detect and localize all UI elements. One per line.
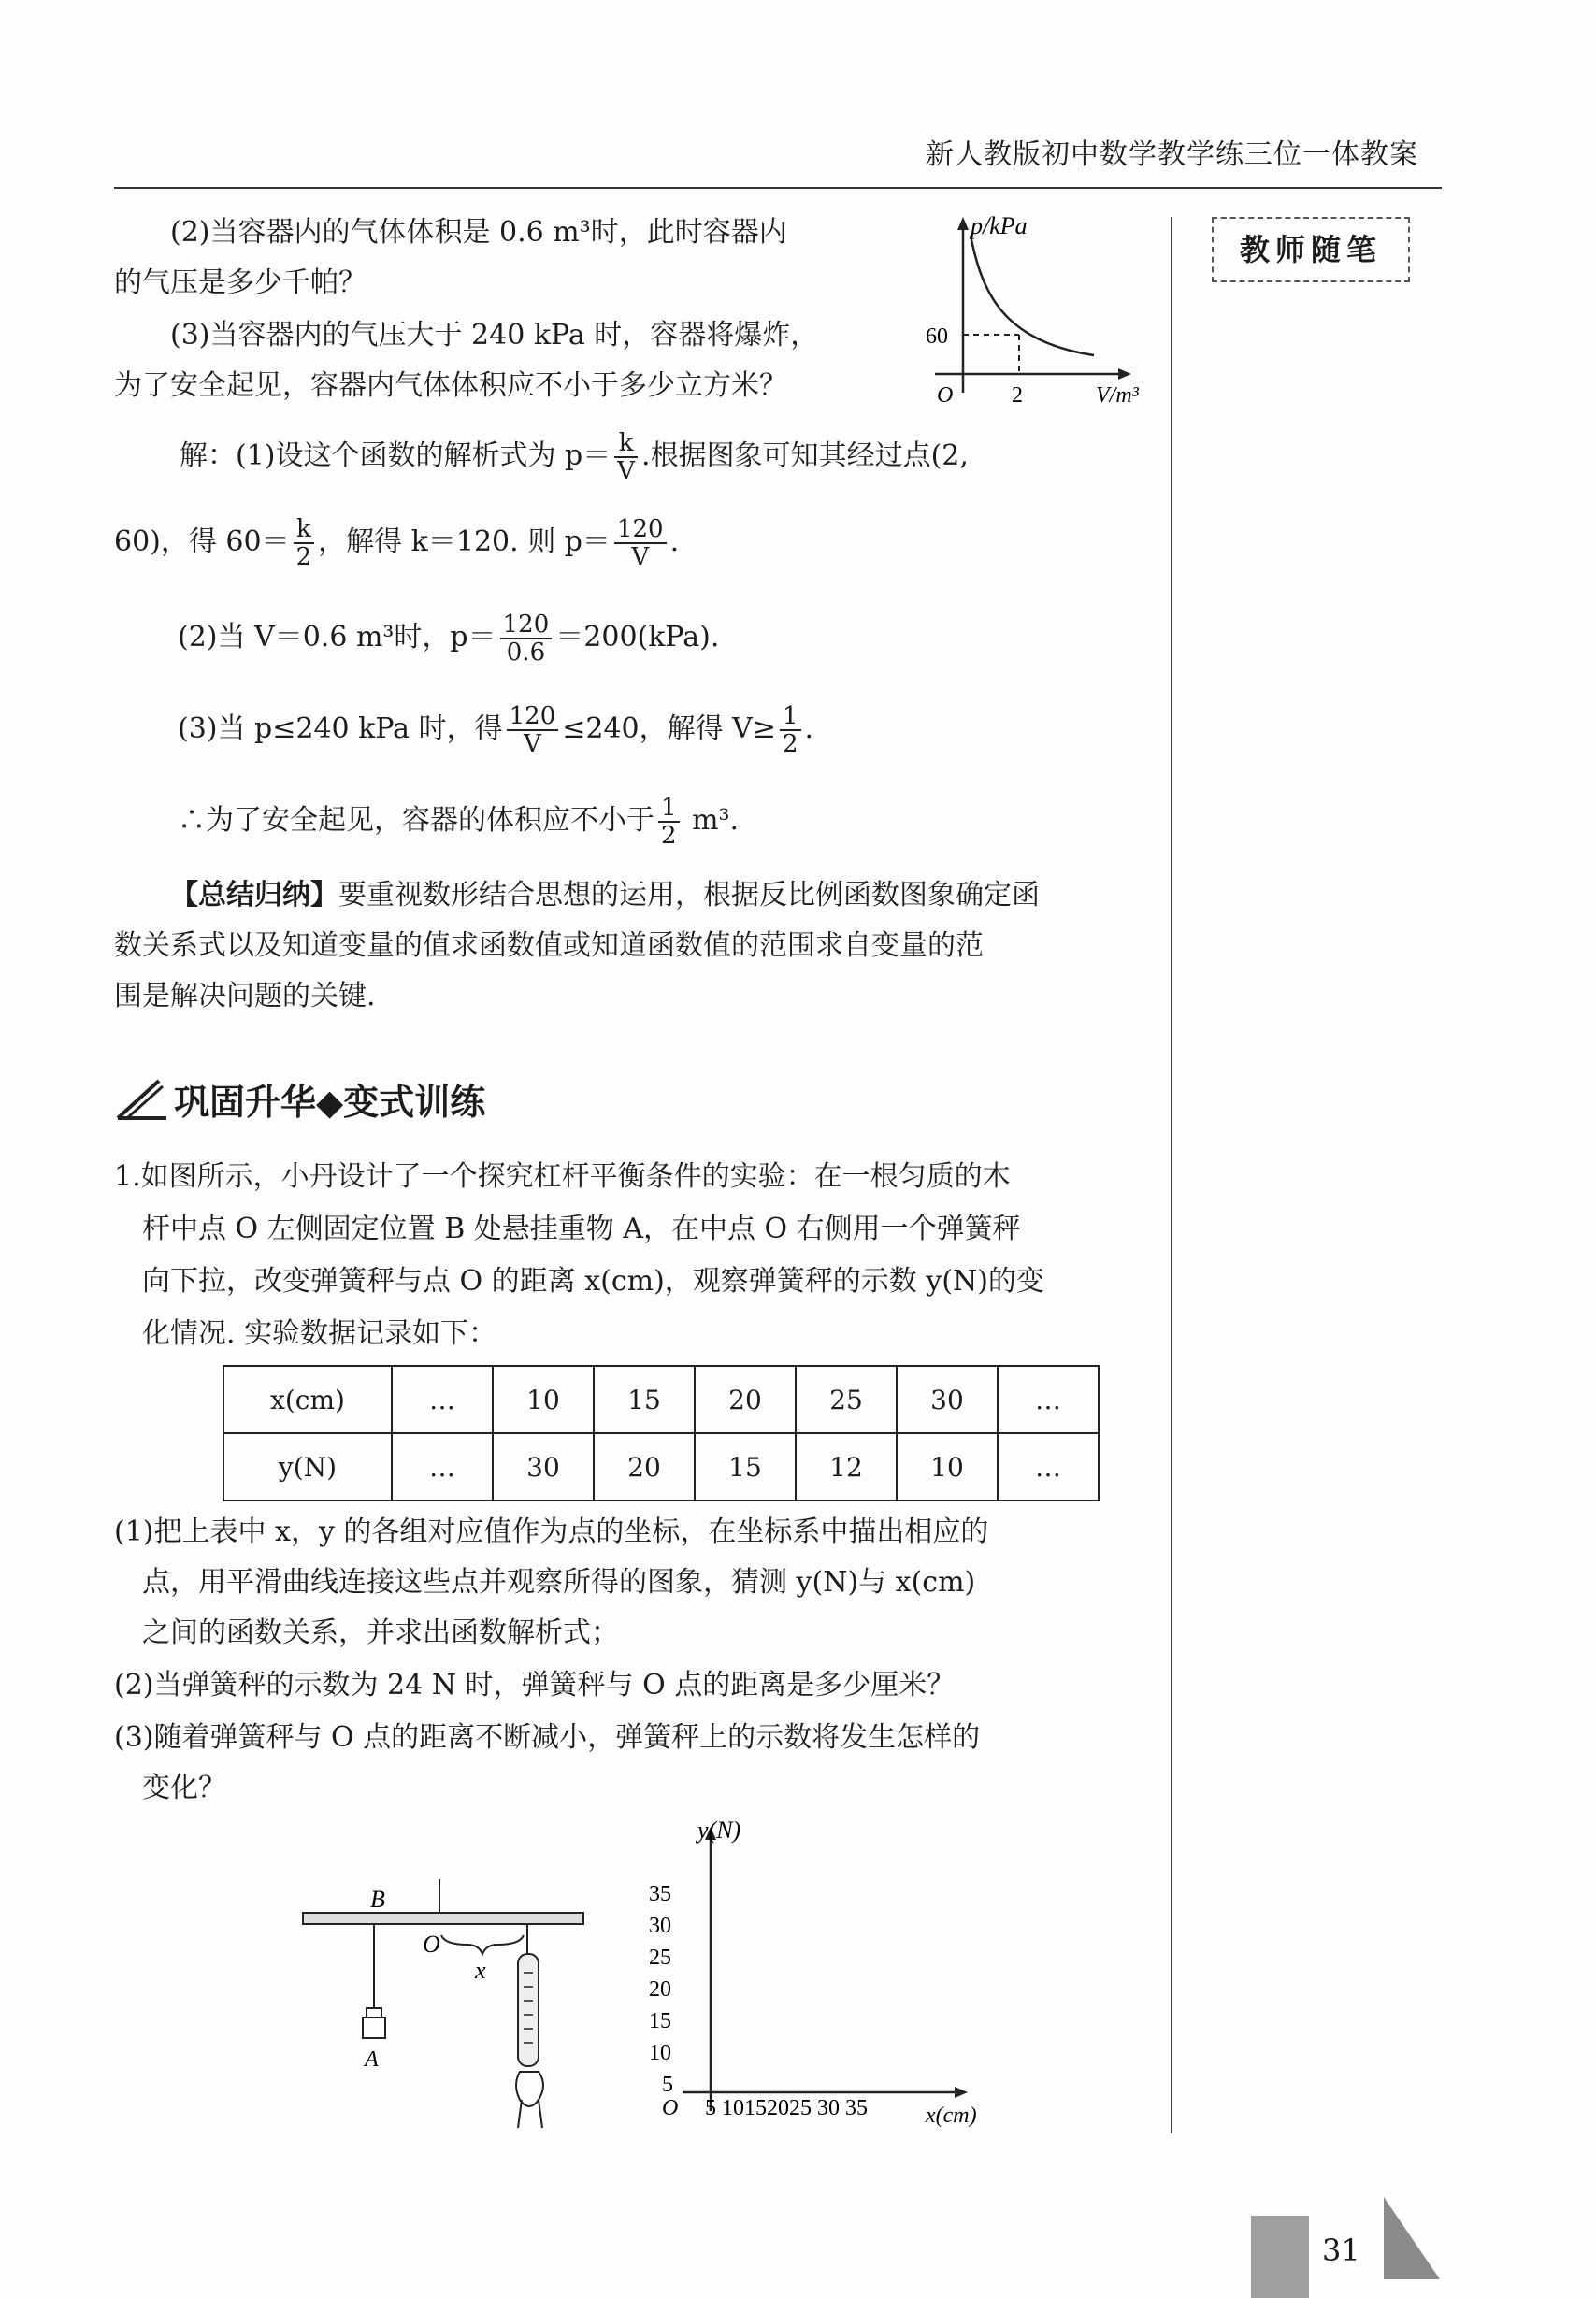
question3-line1: (3)随着弹簧秤与 O 点的距离不断减小，弹簧秤上的示数将发生怎样的 (114, 1721, 981, 1754)
exercise-line2: 杆中点 O 左侧固定位置 B 处悬挂重物 A，在中点 O 右侧用一个弹簧秤 (142, 1213, 1021, 1245)
teacher-notes-box: 教师随笔 (1212, 217, 1410, 282)
table-cell: … (998, 1366, 1099, 1433)
table-cell: x(cm) (223, 1366, 392, 1433)
fraction: $\frac{120}{V}$ (507, 703, 559, 757)
summary-text-1: 要重视数形结合思想的运用，根据反比例函数图象确定函 (338, 879, 1040, 912)
page-number: 31 (1322, 2233, 1360, 2268)
label-b: B (370, 1886, 385, 1913)
solution-line4: (3)当 p≤240 kPa 时，得 $\frac{120}{V}$ ≤240，解得 V≥ $\frac{1}{2}$ . (178, 702, 814, 758)
table-cell: 15 (695, 1433, 796, 1501)
table-cell: y(N) (223, 1433, 392, 1501)
graph1-x-arrow (1118, 368, 1131, 380)
label-o: O (423, 1931, 440, 1958)
solution-line1 (114, 430, 1152, 484)
summary-tag: 【总结归纳】 (170, 879, 338, 912)
table-row (223, 1366, 1099, 1433)
data-table (223, 1365, 1100, 1501)
weight-a (363, 2018, 385, 2038)
table-cell: … (998, 1433, 1099, 1501)
fraction: $\frac{1}{2}$ (658, 795, 680, 849)
problem-q2-line2: 的气压是多少千帕？ (114, 266, 367, 299)
graph2-ytick: 5 (662, 2073, 673, 2097)
weight-hook (367, 2008, 381, 2018)
table-cell: 15 (594, 1366, 695, 1433)
table-cell: … (392, 1366, 493, 1433)
summary-line2: 数关系式以及知道变量的值求函数值或知道函数值的范围求自变量的范 (114, 929, 984, 962)
graph2-x-label: x(cm) (926, 2104, 977, 2128)
fraction: $\frac{1}{2}$ (780, 703, 801, 757)
graph1-tick-2: 2 (1012, 383, 1023, 408)
graph1-x-label: V/m³ (1096, 383, 1139, 408)
graph1-y-label: p/kPa (971, 212, 1028, 239)
table-cell: 20 (594, 1433, 695, 1501)
table-cell: 25 (796, 1366, 897, 1433)
header-divider (114, 187, 1442, 189)
spring-scale (518, 1954, 539, 2066)
graph2-ytick: 35 (649, 1882, 671, 1906)
question3-line2: 变化？ (142, 1772, 226, 1804)
graph2-ytick: 20 (649, 1977, 671, 2002)
graph2-origin: O (662, 2096, 679, 2120)
solution-l1-text-a: 解：(1)设这个函数的解析式为 p＝ (180, 439, 611, 472)
coordinate-system (636, 1814, 1028, 2132)
table-cell: 20 (695, 1366, 796, 1433)
graph2-ytick: 30 (649, 1914, 671, 1938)
distance-brace (441, 1935, 524, 1954)
solution-l5-text-a: ∴为了安全起见，容器的体积应不小于 (178, 804, 654, 837)
question1-line3: 之间的函数关系，并求出函数解析式； (142, 1616, 619, 1649)
solution-l2-text-b: ，解得 k＝120. 则 p＝ (318, 525, 611, 558)
problem-q3-line1: (3)当容器内的气压大于 240 kPa 时，容器将爆炸， (170, 319, 819, 352)
section-title: 巩固升华◆变式训练 (174, 1082, 486, 1123)
exercise-line1: 1.如图所示，小丹设计了一个探究杠杆平衡条件的实验：在一根匀质的木 (114, 1160, 1011, 1193)
solution-l4-text-b: ≤240，解得 V≥ (562, 712, 776, 745)
fraction: $\frac{k}{2}$ (294, 516, 315, 570)
table-cell: 30 (897, 1366, 998, 1433)
graph2-ytick: 10 (649, 2041, 671, 2065)
question1-line2: 点，用平滑曲线连接这些点并观察所得的图象，猜测 y(N)与 x(cm) (142, 1566, 976, 1599)
fraction: $\frac{k}{V}$ (614, 430, 638, 484)
table-cell: 30 (493, 1433, 594, 1501)
graph2-ytick: 25 (649, 1946, 671, 1970)
solution-line2: 60)，得 60＝ $\frac{k}{2}$ ，解得 k＝120. 则 p＝ $\frac{120}{V}$ . (114, 515, 680, 571)
solution-line5 (114, 795, 1152, 849)
pencil-icon (114, 1077, 168, 1122)
graph1-curve (971, 236, 1094, 355)
question1-line1: (1)把上表中 x，y 的各组对应值作为点的坐标，在坐标系中描出相应的 (114, 1515, 989, 1548)
page-tab-bar (1251, 2216, 1309, 2298)
table-row (223, 1433, 1099, 1501)
fraction: $\frac{120}{0.6}$ (500, 611, 553, 666)
label-a: A (365, 2047, 379, 2072)
table-cell: 10 (493, 1366, 594, 1433)
corner-triangle-icon (1384, 2197, 1440, 2279)
solution-line3 (114, 611, 1152, 666)
table-cell: 12 (796, 1433, 897, 1501)
solution-l4-text-a: (3)当 p≤240 kPa 时，得 (178, 712, 503, 745)
solution-l5-text-b: m³. (683, 804, 740, 837)
lever-rod (303, 1913, 583, 1924)
problem-q2-line1: (2)当容器内的气体体积是 0.6 m³时，此时容器内 (170, 216, 787, 249)
question2: (2)当弹簧秤的示数为 24 N 时，弹簧秤与 O 点的距离是多少厘米？ (114, 1669, 956, 1702)
lever-diagram (280, 1851, 636, 2132)
solution-l3-text-b: ＝200(kPa). (555, 621, 720, 653)
table-cell: … (392, 1433, 493, 1501)
graph2-x-arrow (955, 2087, 968, 2098)
graph2-ytick: 15 (649, 2009, 671, 2033)
solution-l3-text-a: (2)当 V＝0.6 m³时，p＝ (178, 621, 496, 653)
solution-l1-text-b: .根据图象可知其经过点(2, (641, 439, 969, 472)
graph1-origin: O (937, 383, 954, 408)
fraction: $\frac{120}{V}$ (614, 516, 667, 570)
pressure-volume-graph (898, 206, 1169, 421)
solution-l2-text-a: 60)，得 60＝ (114, 525, 290, 558)
exercise-line3: 向下拉，改变弹簧秤与点 O 的距离 x(cm)，观察弹簧秤的示数 y(N)的变 (142, 1265, 1044, 1298)
label-x: x (475, 1957, 486, 1984)
graph1-y-arrow (957, 217, 969, 230)
problem-q3-line2: 为了安全起见，容器内气体体积应不小于多少立方米？ (114, 369, 787, 402)
margin-divider (1171, 217, 1172, 2133)
header-title: 新人教版初中数学教学练三位一体教案 (926, 138, 1418, 171)
table-cell: 10 (897, 1433, 998, 1501)
summary-line3: 围是解决问题的关键. (114, 980, 376, 1013)
summary-line1 (114, 871, 1152, 920)
graph2-y-label: y(N) (697, 1817, 741, 1844)
graph2-xticks: 5 10152025 30 35 (705, 2096, 868, 2120)
exercise-line4: 化情况. 实验数据记录如下： (142, 1317, 497, 1350)
graph1-tick-60: 60 (926, 324, 948, 349)
